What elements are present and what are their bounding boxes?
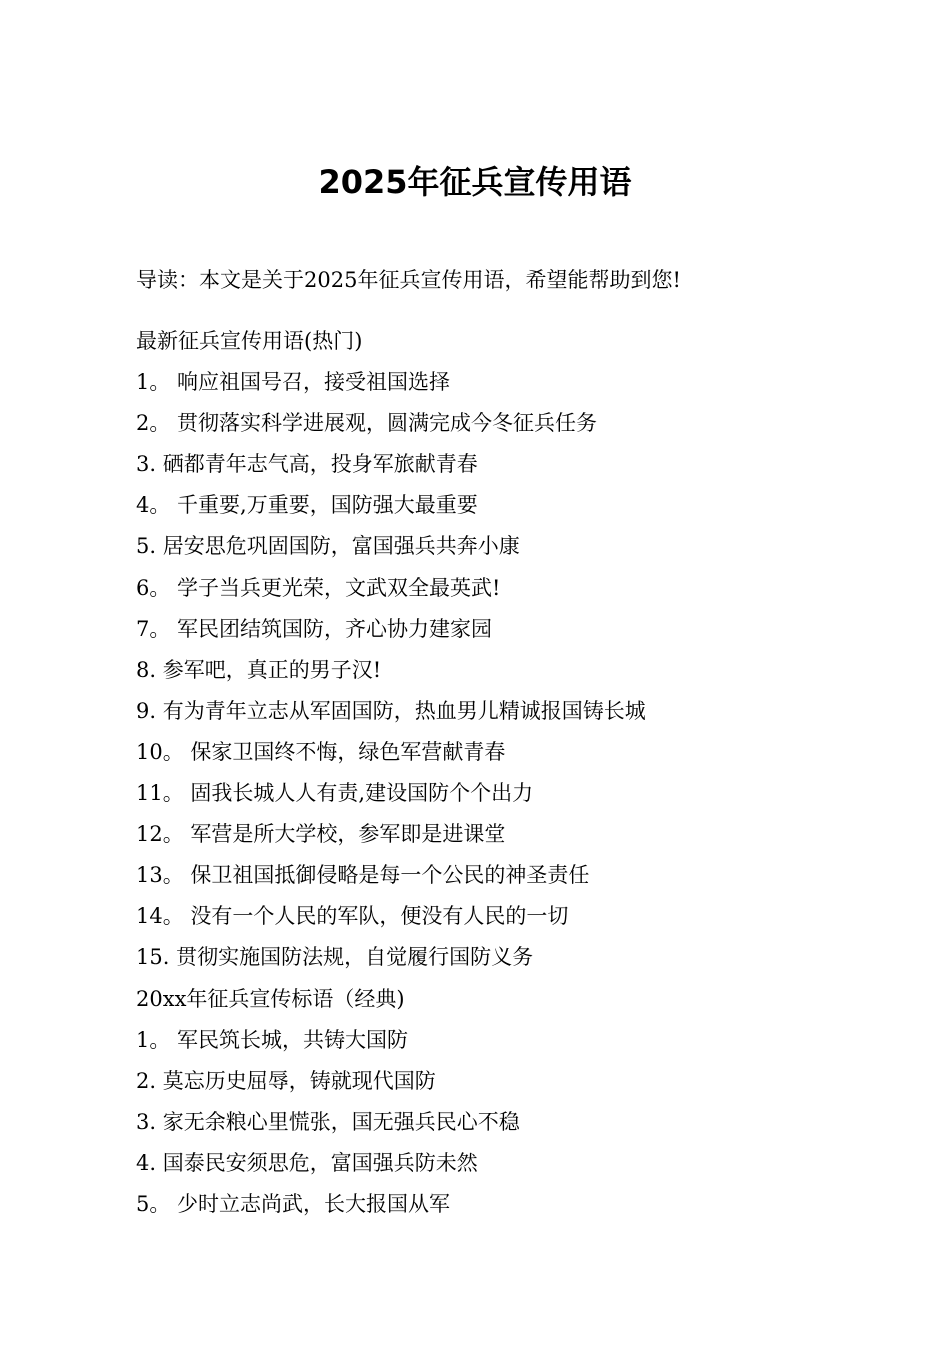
list-item: 10。 保家卫国终不悔，绿色军营献青春 xyxy=(136,739,506,764)
list-item: 4. 国泰民安须思危，富国强兵防未然 xyxy=(136,1150,478,1175)
section-heading-hot: 最新征兵宣传用语(热门) xyxy=(136,329,363,353)
slogan-list xyxy=(136,321,916,1225)
list-item: 5。 少时立志尚武，长大报国从军 xyxy=(136,1191,451,1216)
list-item: 1。 响应祖国号召，接受祖国选择 xyxy=(136,370,451,395)
list-item: 3. 硒都青年志气高，投身军旅献青春 xyxy=(136,452,478,477)
intro-paragraph: 导读：本文是关于2025年征兵宣传用语，希望能帮助到您! xyxy=(136,268,681,292)
list-item: 3. 家无余粮心里慌张，国无强兵民心不稳 xyxy=(136,1109,520,1134)
list-item: 2. 莫忘历史屈辱，铸就现代国防 xyxy=(136,1068,436,1093)
list-item: 15. 贯彻实施国防法规，自觉履行国防义务 xyxy=(136,945,534,970)
list-item: 9. 有为青年立志从军固国防，热血男儿精诚报国铸长城 xyxy=(136,698,646,723)
list-item: 13。 保卫祖国抵御侵略是每一个公民的神圣责任 xyxy=(136,863,590,888)
list-item: 4。 千重要,万重要，国防强大最重要 xyxy=(136,493,478,518)
list-item: 8. 参军吧，真正的男子汉! xyxy=(136,657,382,682)
list-item: 6。 学子当兵更光荣，文武双全最英武! xyxy=(136,575,501,600)
list-item: 11。 固我长城人人有责,建设国防个个出力 xyxy=(136,781,534,806)
list-item: 1。 军民筑长城，共铸大国防 xyxy=(136,1027,409,1052)
section-heading-classic: 20xx年征兵宣传标语（经典) xyxy=(136,986,405,1011)
document-title: 2025年征兵宣传用语 xyxy=(318,163,632,201)
list-item: 2。 贯彻落实科学进展观，圆满完成今冬征兵任务 xyxy=(136,411,598,436)
list-item: 7。 军民团结筑国防，齐心协力建家园 xyxy=(136,616,493,641)
list-item: 12。 军营是所大学校，参军即是进课堂 xyxy=(136,822,506,847)
list-item: 14。 没有一个人民的军队，便没有人民的一切 xyxy=(136,904,569,929)
list-item: 5. 居安思危巩固国防，富国强兵共奔小康 xyxy=(136,534,520,559)
